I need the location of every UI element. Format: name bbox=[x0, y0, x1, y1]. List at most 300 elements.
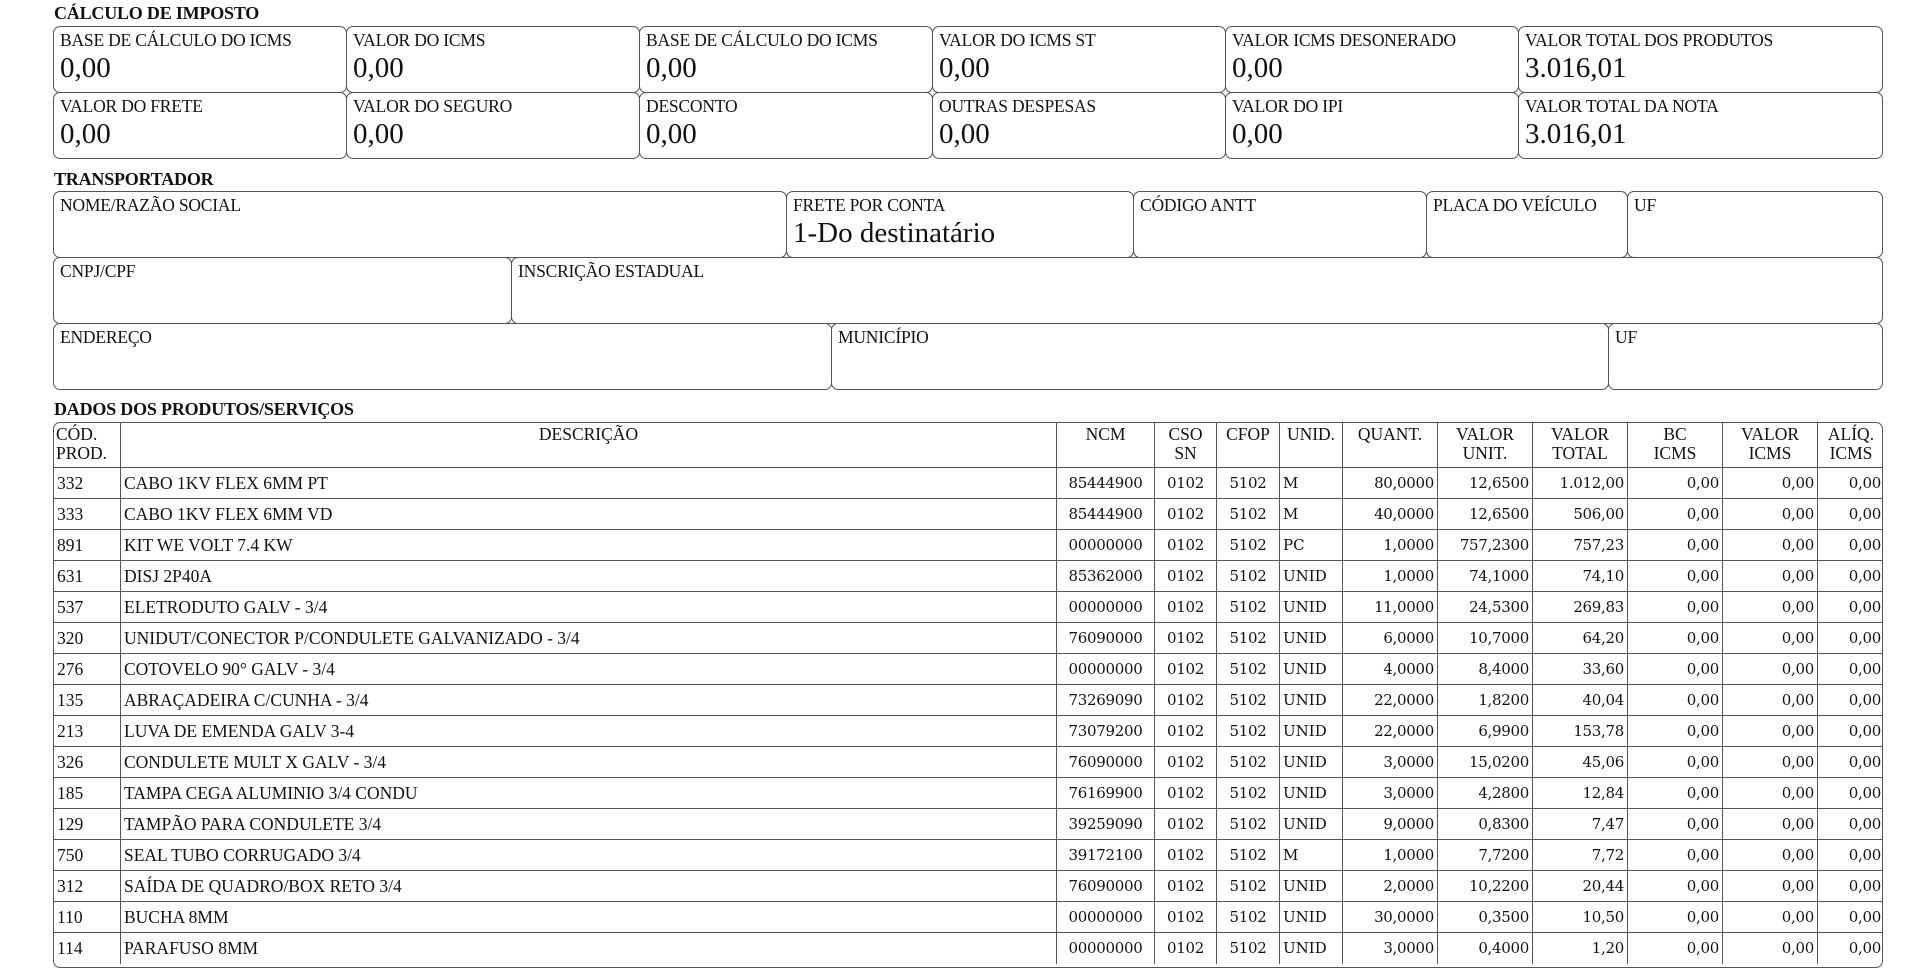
cell-descricao: TAMPA CEGA ALUMINIO 3/4 CONDU bbox=[121, 778, 1057, 809]
cell-valor-total: 1,20 bbox=[1533, 933, 1628, 964]
col-header-valor-unit bbox=[1438, 423, 1533, 468]
field-placa-veiculo bbox=[1426, 191, 1628, 258]
cell-valor-total: 20,44 bbox=[1533, 871, 1628, 902]
cell-cfop: 5102 bbox=[1217, 840, 1280, 871]
field-label: BASE DE CÁLCULO DO ICMS bbox=[646, 30, 878, 50]
cell-valor-total: 7,47 bbox=[1533, 809, 1628, 840]
cell-cod-prod: 312 bbox=[54, 871, 121, 902]
cell-cod-prod: 891 bbox=[54, 530, 121, 561]
cell-descricao: COTOVELO 90° GALV - 3/4 bbox=[121, 654, 1057, 685]
cell-descricao: CABO 1KV FLEX 6MM PT bbox=[121, 468, 1057, 499]
table-row bbox=[54, 747, 1883, 778]
cell-unid: UNID bbox=[1280, 778, 1343, 809]
cell-quant: 9,0000 bbox=[1343, 809, 1438, 840]
cell-bc-icms: 0,00 bbox=[1628, 902, 1723, 933]
cell-csosn: 0102 bbox=[1155, 499, 1217, 530]
cell-ncm: 39259090 bbox=[1057, 809, 1155, 840]
cell-valor-total: 74,10 bbox=[1533, 561, 1628, 592]
cell-csosn: 0102 bbox=[1155, 809, 1217, 840]
cell-descricao: LUVA DE EMENDA GALV 3-4 bbox=[121, 716, 1057, 747]
cell-bc-icms: 0,00 bbox=[1628, 499, 1723, 530]
cell-ncm: 76090000 bbox=[1057, 747, 1155, 778]
cell-valor-unit: 12,6500 bbox=[1438, 468, 1533, 499]
col-header-cod-prod bbox=[54, 423, 121, 468]
cell-descricao: KIT WE VOLT 7.4 KW bbox=[121, 530, 1057, 561]
cell-valor-unit: 10,7000 bbox=[1438, 623, 1533, 654]
table-row bbox=[54, 654, 1883, 685]
table-row bbox=[54, 592, 1883, 623]
field-label: VALOR DO ICMS bbox=[353, 30, 486, 50]
cell-csosn: 0102 bbox=[1155, 840, 1217, 871]
field-valor-frete bbox=[53, 92, 347, 159]
cell-valor-total: 64,20 bbox=[1533, 623, 1628, 654]
cell-cod-prod: 332 bbox=[54, 468, 121, 499]
cell-unid: UNID bbox=[1280, 902, 1343, 933]
field-label: ENDEREÇO bbox=[60, 327, 152, 347]
cell-valor-total: 506,00 bbox=[1533, 499, 1628, 530]
cell-bc-icms: 0,00 bbox=[1628, 592, 1723, 623]
table-row bbox=[54, 623, 1883, 654]
cell-quant: 30,0000 bbox=[1343, 902, 1438, 933]
cell-cfop: 5102 bbox=[1217, 592, 1280, 623]
cell-cod-prod: 135 bbox=[54, 685, 121, 716]
cell-valor-icms: 0,00 bbox=[1723, 685, 1818, 716]
cell-unid: UNID bbox=[1280, 623, 1343, 654]
cell-cod-prod: 333 bbox=[54, 499, 121, 530]
cell-valor-icms: 0,00 bbox=[1723, 747, 1818, 778]
cell-bc-icms: 0,00 bbox=[1628, 716, 1723, 747]
col-header-cfop bbox=[1217, 423, 1280, 468]
cell-valor-unit: 0,8300 bbox=[1438, 809, 1533, 840]
field-value: 0,00 bbox=[60, 52, 111, 84]
header-line: ALÍQ. bbox=[1827, 424, 1875, 444]
cell-aliq-icms: 0,00 bbox=[1818, 654, 1883, 685]
cell-quant: 6,0000 bbox=[1343, 623, 1438, 654]
field-inscricao-estadual bbox=[511, 257, 1883, 324]
cell-descricao: CABO 1KV FLEX 6MM VD bbox=[121, 499, 1057, 530]
cell-ncm: 85444900 bbox=[1057, 499, 1155, 530]
field-label: OUTRAS DESPESAS bbox=[939, 96, 1096, 116]
field-label: VALOR ICMS DESONERADO bbox=[1232, 30, 1456, 50]
cell-unid: UNID bbox=[1280, 871, 1343, 902]
col-header-bc-icms bbox=[1628, 423, 1723, 468]
cell-aliq-icms: 0,00 bbox=[1818, 716, 1883, 747]
field-label: VALOR TOTAL DA NOTA bbox=[1525, 96, 1719, 116]
header-line: ICMS bbox=[1653, 443, 1697, 463]
cell-descricao: SEAL TUBO CORRUGADO 3/4 bbox=[121, 840, 1057, 871]
cell-csosn: 0102 bbox=[1155, 778, 1217, 809]
cell-cod-prod: 537 bbox=[54, 592, 121, 623]
field-label: VALOR DO SEGURO bbox=[353, 96, 513, 116]
cell-valor-icms: 0,00 bbox=[1723, 592, 1818, 623]
cell-bc-icms: 0,00 bbox=[1628, 685, 1723, 716]
cell-descricao: BUCHA 8MM bbox=[121, 902, 1057, 933]
cell-descricao: ABRAÇADEIRA C/CUNHA - 3/4 bbox=[121, 685, 1057, 716]
cell-descricao: CONDULETE MULT X GALV - 3/4 bbox=[121, 747, 1057, 778]
cell-unid: UNID bbox=[1280, 933, 1343, 964]
section-title-transportador: TRANSPORTADOR bbox=[54, 169, 214, 189]
header-line: TOTAL bbox=[1552, 443, 1608, 463]
cell-unid: M bbox=[1280, 499, 1343, 530]
col-header-csosn bbox=[1155, 423, 1217, 468]
cell-ncm: 76090000 bbox=[1057, 871, 1155, 902]
cell-bc-icms: 0,00 bbox=[1628, 840, 1723, 871]
cell-valor-total: 45,06 bbox=[1533, 747, 1628, 778]
header-line: BC bbox=[1663, 424, 1687, 444]
cell-csosn: 0102 bbox=[1155, 623, 1217, 654]
header-line: UNIT. bbox=[1462, 443, 1508, 463]
cell-valor-total: 12,84 bbox=[1533, 778, 1628, 809]
cell-valor-icms: 0,00 bbox=[1723, 778, 1818, 809]
field-municipio bbox=[831, 323, 1609, 390]
cell-unid: UNID bbox=[1280, 809, 1343, 840]
cell-descricao: SAÍDA DE QUADRO/BOX RETO 3/4 bbox=[121, 871, 1057, 902]
cell-bc-icms: 0,00 bbox=[1628, 623, 1723, 654]
cell-valor-icms: 0,00 bbox=[1723, 840, 1818, 871]
cell-valor-unit: 6,9900 bbox=[1438, 716, 1533, 747]
products-table-frame bbox=[53, 422, 1883, 968]
cell-descricao: ELETRODUTO GALV - 3/4 bbox=[121, 592, 1057, 623]
cell-csosn: 0102 bbox=[1155, 685, 1217, 716]
cell-valor-total: 7,72 bbox=[1533, 840, 1628, 871]
cell-bc-icms: 0,00 bbox=[1628, 747, 1723, 778]
cell-valor-total: 269,83 bbox=[1533, 592, 1628, 623]
cell-valor-icms: 0,00 bbox=[1723, 716, 1818, 747]
col-header-valor-icms bbox=[1723, 423, 1818, 468]
cell-unid: M bbox=[1280, 468, 1343, 499]
cell-valor-icms: 0,00 bbox=[1723, 654, 1818, 685]
cell-quant: 4,0000 bbox=[1343, 654, 1438, 685]
cell-valor-icms: 0,00 bbox=[1723, 530, 1818, 561]
field-label: CNPJ/CPF bbox=[60, 261, 136, 281]
cell-valor-unit: 10,2200 bbox=[1438, 871, 1533, 902]
cell-unid: UNID bbox=[1280, 561, 1343, 592]
field-value: 0,00 bbox=[353, 118, 404, 150]
cell-cod-prod: 213 bbox=[54, 716, 121, 747]
header-line: ICMS bbox=[1748, 443, 1792, 463]
cell-quant: 3,0000 bbox=[1343, 933, 1438, 964]
field-label: UF bbox=[1634, 195, 1656, 215]
cell-descricao: UNIDUT/CONECTOR P/CONDULETE GALVANIZADO - 3/4 bbox=[121, 623, 1057, 654]
cell-valor-unit: 24,5300 bbox=[1438, 592, 1533, 623]
table-row bbox=[54, 716, 1883, 747]
cell-valor-unit: 7,7200 bbox=[1438, 840, 1533, 871]
cell-valor-unit: 12,6500 bbox=[1438, 499, 1533, 530]
col-header-descricao bbox=[121, 423, 1057, 468]
cell-ncm: 85362000 bbox=[1057, 561, 1155, 592]
cell-valor-icms: 0,00 bbox=[1723, 499, 1818, 530]
cell-ncm: 76090000 bbox=[1057, 623, 1155, 654]
cell-aliq-icms: 0,00 bbox=[1818, 468, 1883, 499]
field-codigo-antt bbox=[1133, 191, 1427, 258]
cell-cod-prod: 320 bbox=[54, 623, 121, 654]
field-label: VALOR DO IPI bbox=[1232, 96, 1344, 116]
cell-ncm: 00000000 bbox=[1057, 592, 1155, 623]
cell-valor-total: 10,50 bbox=[1533, 902, 1628, 933]
table-row bbox=[54, 933, 1883, 964]
cell-valor-unit: 1,8200 bbox=[1438, 685, 1533, 716]
cell-bc-icms: 0,00 bbox=[1628, 778, 1723, 809]
field-value: 0,00 bbox=[60, 118, 111, 150]
header-line: ICMS bbox=[1829, 443, 1873, 463]
header-line: VALOR bbox=[1740, 424, 1800, 444]
field-label: FRETE POR CONTA bbox=[793, 195, 946, 215]
col-header-valor-total bbox=[1533, 423, 1628, 468]
cell-aliq-icms: 0,00 bbox=[1818, 592, 1883, 623]
cell-cfop: 5102 bbox=[1217, 530, 1280, 561]
field-desconto bbox=[639, 92, 933, 159]
cell-cod-prod: 185 bbox=[54, 778, 121, 809]
cell-quant: 2,0000 bbox=[1343, 871, 1438, 902]
field-value: 0,00 bbox=[1232, 118, 1283, 150]
cell-cod-prod: 276 bbox=[54, 654, 121, 685]
field-uf bbox=[1608, 323, 1883, 390]
header-line: VALOR bbox=[1550, 424, 1610, 444]
cell-ncm: 00000000 bbox=[1057, 654, 1155, 685]
cell-valor-icms: 0,00 bbox=[1723, 561, 1818, 592]
cell-unid: UNID bbox=[1280, 747, 1343, 778]
cell-bc-icms: 0,00 bbox=[1628, 809, 1723, 840]
header-line: CÓD. bbox=[56, 424, 98, 444]
field-value: 0,00 bbox=[353, 52, 404, 84]
cell-descricao: PARAFUSO 8MM bbox=[121, 933, 1057, 964]
table-row bbox=[54, 902, 1883, 933]
cell-aliq-icms: 0,00 bbox=[1848, 939, 1881, 957]
cell-csosn: 0102 bbox=[1155, 468, 1217, 499]
header-line: UNID. bbox=[1286, 424, 1336, 444]
field-value: 0,00 bbox=[646, 118, 697, 150]
field-frete-por-conta bbox=[786, 191, 1134, 258]
cell-csosn: 0102 bbox=[1155, 530, 1217, 561]
cell-aliq-icms: 0,00 bbox=[1818, 561, 1883, 592]
cell-csosn: 0102 bbox=[1155, 871, 1217, 902]
cell-cfop: 5102 bbox=[1217, 468, 1280, 499]
field-value: 0,00 bbox=[1232, 52, 1283, 84]
cell-cfop: 5102 bbox=[1217, 685, 1280, 716]
cell-valor-unit: 8,4000 bbox=[1438, 654, 1533, 685]
field-value: 0,00 bbox=[939, 118, 990, 150]
table-row bbox=[54, 499, 1883, 530]
cell-cod-prod: 326 bbox=[54, 747, 121, 778]
cell-valor-icms: 0,00 bbox=[1723, 902, 1818, 933]
cell-cfop: 5102 bbox=[1217, 871, 1280, 902]
field-valor-total-produtos bbox=[1518, 26, 1883, 93]
header-line: CFOP bbox=[1226, 424, 1270, 444]
field-value: 0,00 bbox=[646, 52, 697, 84]
cell-aliq-icms: 0,00 bbox=[1818, 499, 1883, 530]
cell-quant: 1,0000 bbox=[1343, 840, 1438, 871]
cell-valor-total: 40,04 bbox=[1533, 685, 1628, 716]
cell-bc-icms: 0,00 bbox=[1628, 561, 1723, 592]
field-valor-icms-desonerado bbox=[1225, 26, 1519, 93]
cell-ncm: 39172100 bbox=[1057, 840, 1155, 871]
cell-quant: 22,0000 bbox=[1343, 716, 1438, 747]
cell-aliq-icms: 0,00 bbox=[1818, 809, 1883, 840]
col-header-quant bbox=[1343, 423, 1438, 468]
field-valor-icms bbox=[346, 26, 640, 93]
cell-valor-total: 153,78 bbox=[1533, 716, 1628, 747]
cell-cfop: 5102 bbox=[1217, 716, 1280, 747]
header-line: QUANT. bbox=[1357, 424, 1423, 444]
header-line: PROD. bbox=[56, 443, 108, 463]
cell-csosn: 0102 bbox=[1155, 561, 1217, 592]
cell-valor-icms: 0,00 bbox=[1723, 933, 1818, 964]
cell-valor-unit: 757,2300 bbox=[1438, 530, 1533, 561]
cell-valor-unit: 15,0200 bbox=[1438, 747, 1533, 778]
cell-aliq-icms: 0,00 bbox=[1818, 778, 1883, 809]
cell-quant: 3,0000 bbox=[1343, 747, 1438, 778]
field-label: VALOR DO ICMS ST bbox=[939, 30, 1096, 50]
field-valor-seguro bbox=[346, 92, 640, 159]
cell-cfop: 5102 bbox=[1217, 933, 1280, 964]
table-row bbox=[54, 840, 1883, 871]
cell-cfop: 5102 bbox=[1217, 902, 1280, 933]
field-base-calculo-icms-st bbox=[639, 26, 933, 93]
field-valor-total-nota bbox=[1518, 92, 1883, 159]
field-outras-despesas bbox=[932, 92, 1226, 159]
field-valor-ipi bbox=[1225, 92, 1519, 159]
cell-csosn: 0102 bbox=[1155, 933, 1217, 964]
field-label: INSCRIÇÃO ESTADUAL bbox=[518, 261, 705, 281]
cell-cfop: 5102 bbox=[1217, 623, 1280, 654]
cell-valor-total: 757,23 bbox=[1533, 530, 1628, 561]
cell-valor-icms: 0,00 bbox=[1723, 871, 1818, 902]
cell-valor-icms: 0,00 bbox=[1723, 623, 1818, 654]
cell-quant: 3,0000 bbox=[1343, 778, 1438, 809]
field-label: VALOR DO FRETE bbox=[60, 96, 203, 116]
field-cnpj-cpf bbox=[53, 257, 512, 324]
cell-unid: UNID bbox=[1280, 716, 1343, 747]
cell-quant: 80,0000 bbox=[1343, 468, 1438, 499]
cell-bc-icms: 0,00 bbox=[1628, 654, 1723, 685]
cell-unid: UNID bbox=[1280, 654, 1343, 685]
table-header-row bbox=[54, 423, 1883, 468]
header-line: SN bbox=[1174, 443, 1197, 463]
section-title-calculo-imposto: CÁLCULO DE IMPOSTO bbox=[54, 3, 260, 23]
field-value: 0,00 bbox=[939, 52, 990, 84]
cell-cod-prod: 114 bbox=[54, 933, 121, 964]
cell-valor-unit: 0,4000 bbox=[1438, 933, 1533, 964]
field-uf-veiculo bbox=[1627, 191, 1883, 258]
cell-quant: 22,0000 bbox=[1343, 685, 1438, 716]
cell-aliq-icms: 0,00 bbox=[1818, 902, 1883, 933]
cell-ncm: 00000000 bbox=[1057, 530, 1155, 561]
cell-valor-icms: 0,00 bbox=[1723, 809, 1818, 840]
cell-unid: M bbox=[1280, 840, 1343, 871]
field-nome-razao-social bbox=[53, 191, 787, 258]
table-row bbox=[54, 871, 1883, 902]
cell-csosn: 0102 bbox=[1155, 747, 1217, 778]
cell-ncm: 00000000 bbox=[1057, 933, 1155, 964]
field-endereco bbox=[53, 323, 832, 390]
field-valor-icms-st bbox=[932, 26, 1226, 93]
cell-cod-prod: 129 bbox=[54, 809, 121, 840]
cell-descricao: TAMPÃO PARA CONDULETE 3/4 bbox=[121, 809, 1057, 840]
cell-descricao: DISJ 2P40A bbox=[121, 561, 1057, 592]
table-row bbox=[54, 778, 1883, 809]
cell-valor-total: 1.012,00 bbox=[1533, 468, 1628, 499]
cell-ncm: 76169900 bbox=[1057, 778, 1155, 809]
header-line: VALOR bbox=[1455, 424, 1515, 444]
cell-cfop: 5102 bbox=[1217, 654, 1280, 685]
field-label: DESCONTO bbox=[646, 96, 738, 116]
cell-aliq-icms: 0,00 bbox=[1818, 623, 1883, 654]
cell-cfop: 5102 bbox=[1217, 561, 1280, 592]
cell-unid: UNID bbox=[1280, 592, 1343, 623]
cell-csosn: 0102 bbox=[1155, 592, 1217, 623]
header-line: CSO bbox=[1168, 424, 1203, 444]
cell-cod-prod: 750 bbox=[54, 840, 121, 871]
field-label: VALOR TOTAL DOS PRODUTOS bbox=[1525, 30, 1774, 50]
cell-cfop: 5102 bbox=[1217, 499, 1280, 530]
cell-quant: 1,0000 bbox=[1343, 530, 1438, 561]
field-value: 1-Do destinatário bbox=[793, 217, 996, 249]
field-label: UF bbox=[1615, 327, 1637, 347]
cell-cfop: 5102 bbox=[1217, 809, 1280, 840]
cell-ncm: 73079200 bbox=[1057, 716, 1155, 747]
products-table bbox=[54, 423, 1883, 964]
table-row bbox=[54, 468, 1883, 499]
cell-cfop: 5102 bbox=[1217, 778, 1280, 809]
table-row bbox=[54, 809, 1883, 840]
header-line: DESCRIÇÃO bbox=[538, 424, 639, 444]
cell-valor-unit: 4,2800 bbox=[1438, 778, 1533, 809]
table-row bbox=[54, 530, 1883, 561]
cell-aliq-icms: 0,00 bbox=[1818, 840, 1883, 871]
section-title-produtos: DADOS DOS PRODUTOS/SERVIÇOS bbox=[54, 399, 354, 419]
cell-aliq-icms: 0,00 bbox=[1818, 530, 1883, 561]
field-label: CÓDIGO ANTT bbox=[1140, 195, 1256, 215]
col-header-aliq-icms bbox=[1818, 423, 1883, 468]
col-header-unid bbox=[1280, 423, 1343, 468]
cell-bc-icms: 0,00 bbox=[1628, 933, 1723, 964]
field-base-calculo-icms bbox=[53, 26, 347, 93]
cell-cfop: 5102 bbox=[1217, 747, 1280, 778]
cell-quant: 11,0000 bbox=[1343, 592, 1438, 623]
cell-csosn: 0102 bbox=[1155, 716, 1217, 747]
col-header-ncm bbox=[1057, 423, 1155, 468]
cell-valor-unit: 0,3500 bbox=[1438, 902, 1533, 933]
cell-bc-icms: 0,00 bbox=[1628, 530, 1723, 561]
cell-cod-prod: 110 bbox=[54, 902, 121, 933]
cell-aliq-icms: 0,00 bbox=[1818, 747, 1883, 778]
cell-quant: 40,0000 bbox=[1343, 499, 1438, 530]
cell-valor-total: 33,60 bbox=[1533, 654, 1628, 685]
cell-aliq-icms: 0,00 bbox=[1818, 685, 1883, 716]
cell-unid: UNID bbox=[1280, 685, 1343, 716]
table-row bbox=[54, 561, 1883, 592]
header-line: NCM bbox=[1085, 424, 1126, 444]
field-label: BASE DE CÁLCULO DO ICMS bbox=[60, 30, 292, 50]
field-value: 3.016,01 bbox=[1525, 118, 1627, 150]
cell-aliq-icms: 0,00 bbox=[1818, 871, 1883, 902]
cell-quant: 1,0000 bbox=[1343, 561, 1438, 592]
cell-valor-icms: 0,00 bbox=[1723, 468, 1818, 499]
cell-unid: PC bbox=[1280, 530, 1343, 561]
cell-csosn: 0102 bbox=[1155, 902, 1217, 933]
cell-bc-icms: 0,00 bbox=[1628, 871, 1723, 902]
cell-ncm: 00000000 bbox=[1057, 902, 1155, 933]
field-label: NOME/RAZÃO SOCIAL bbox=[60, 195, 241, 215]
cell-ncm: 85444900 bbox=[1057, 468, 1155, 499]
field-label: PLACA DO VEÍCULO bbox=[1433, 195, 1597, 215]
cell-ncm: 73269090 bbox=[1057, 685, 1155, 716]
table-row bbox=[54, 685, 1883, 716]
cell-cod-prod: 631 bbox=[54, 561, 121, 592]
cell-bc-icms: 0,00 bbox=[1628, 468, 1723, 499]
field-value: 3.016,01 bbox=[1525, 52, 1627, 84]
cell-csosn: 0102 bbox=[1155, 654, 1217, 685]
